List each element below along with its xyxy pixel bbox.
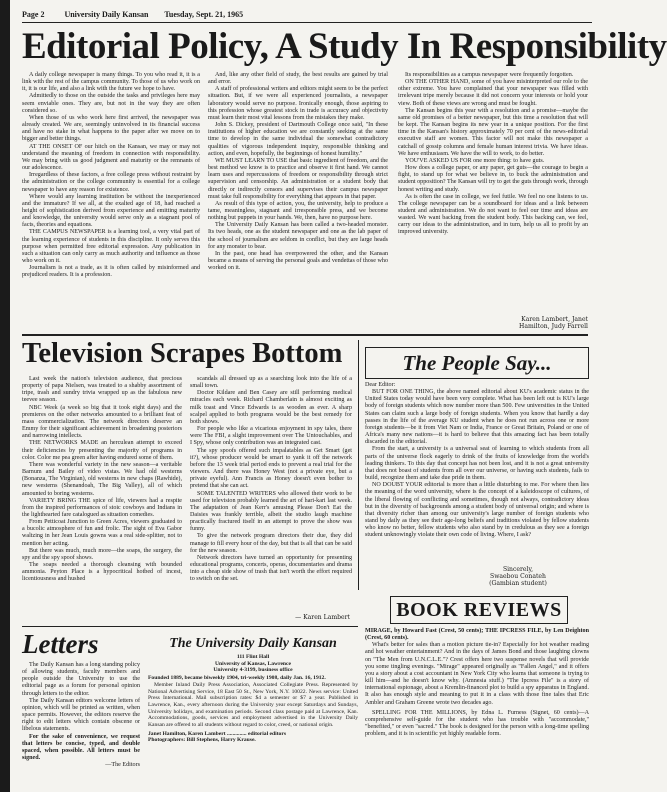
editorial-paragraph: The University Daily Kansan has been called a two-headed monster. Its two heads, one as the student newspaper and one as the lab paper of the school of journalism are seldom in conflict, but they are large heads for any monster to bear.	[208, 222, 388, 250]
people-say-letter	[365, 382, 589, 539]
tv-paragraph: To give the network program directors their due, they did manage to fill every hour of the day, but that is all that can be said for the new season.	[190, 533, 352, 554]
editorial-paragraph: Where would any learning institution be without the inexperienced and the immature? If we all, at the exalted age of 18, had reached a height of sophistication derived from experience and emitting maturity and knowledge, the university would serve only as a stagnant pool of facts, theories and equations.	[22, 193, 200, 229]
salutation: Dear Editor:	[365, 382, 396, 388]
review-paragraph: SPELLING FOR THE MILLIONS, by Edna L. Furness (Signet, 60 cents)—A comprehensive self-guide for the student who has trouble with "accommodate," "benefited," or even "sacred." The book is designed for the person with a long-time spelling problem, and it is in scientific yet highly readable form.	[365, 709, 589, 738]
television-headline: Television Scrapes Bottom	[22, 338, 343, 369]
people-say-signoff	[470, 566, 566, 587]
editorial-paragraph: THE CAMPUS NEWSPAPER is a learning tool, a very vital part of the learning experience of students in this discipline. It only serves this purpose when permitted free editorial expression. Any publication in such a situation can only carry as much authority and influence as those who work on it.	[22, 229, 200, 265]
masthead-details	[148, 654, 358, 744]
masthead-editors: Janet Hamilton, Karen Lambert .............. editorial editors	[148, 730, 287, 737]
editorial-paragraph: YOU'VE ASKED US FOR one more thing: to have guts.	[405, 157, 545, 164]
letters-paragraph: The Daily Kansan has a long standing policy of allowing students, faculty members and people outside the University to use the editorial page as a forum for personal opinion through letters to the editor.	[22, 662, 140, 697]
letter-paragraph: NO DOUBT YOUR editorial is more than a little disturbing to me. For where then lies the meaning of the word university, where is the concept of a kaleidoscope of cultures, of the liberal flowing of conflicting and sometimes, though not always, contradictory ideas but in the diversity of backgrounds among a student body of universal origin; and where is that diversity richer than among our university's large number of foreign students who stand by daily as they see their age-long beliefs and traditions violated by fellow students who know no better, fellow students who also stand by in credulous as they see a foreign student unknowingly violate their own code of living. Where, I ask?	[365, 482, 589, 539]
masthead-address: 111 Flint Hall	[236, 654, 270, 660]
page-fold-shadow	[0, 0, 10, 792]
masthead-body: Member Inland Daily Press Association, Associated Collegiate Press. Represented by National Advertising Service, 18 East 50 St., New York, N.Y. 10022. News service: United Press International. Mail subscription rates: $4 a semester or $7 a year. Published in Lawrence, Kan., every afternoon during the University year except Saturdays and Sundays, University holidays, and examination periods. Second class postage paid at Lawrence, Kan. Accommodations, goods, services and employment advertised in the University Daily Kansan are offered to all students without regard to color, creed, or national origin.	[148, 681, 358, 729]
section-rule	[22, 626, 358, 627]
editorial-column-1	[22, 72, 200, 326]
editorial-column-2	[208, 72, 388, 326]
editorial-paragraph: ON THE OTHER HAND, some of you have misinterpreted our role to the other extreme. You have complained that your newspaper was filled with irrelevant tripe merely because it did not concern your interests or hold your view. Both of these views are wrong and must be fought.	[398, 79, 588, 107]
paper-name: University Daily Kansan	[64, 10, 149, 19]
tv-paragraph: THE NETWORKS MADE an herculean attempt to exceed their deficiencies by presenting the majority of programs in color. Color me pea green after having endured some of them.	[22, 440, 182, 461]
editorial-column-3	[398, 72, 588, 316]
signature-line: Karen Lambert, Janet	[521, 316, 588, 323]
signer-name: Swaebou Conateh	[490, 573, 546, 581]
tv-paragraph: scandals all dressed up as a searching look into the life of a small town.	[190, 376, 352, 390]
review-paragraph: MIRAGE, by Howard Fast (Crest, 50 cents); THE IPCRESS FILE, by Len Deighton (Crest, 60 cents).	[365, 628, 589, 642]
tv-paragraph: There was wonderful variety in the new season—a veritable Barnum and Bailey of video vistas. We had old westerns (Bonanza, The Virginian), old westerns in new chaps (Rawhide), new westerns (Shenandoah, The Big Valley), all of which amounted to boring westerns.	[22, 461, 182, 497]
header-rule	[22, 22, 592, 23]
masthead-city: University of Kansas, Lawrence	[214, 660, 292, 667]
page-number: Page 2	[22, 10, 45, 19]
section-rule	[22, 334, 588, 336]
masthead-photographers: Photographers: Bill Stephens, Harry Krause.	[148, 737, 256, 744]
editorial-paragraph: A staff of professional writers and editors might seem to be the perfect situation. But, if we were all experienced journalists, a newspaper laboratory would serve no purpose. Ironically enough, those aspiring to this profession whose greatest stock in trade is accuracy and objectivity must learn their most vital lessons from the mistakes they make.	[208, 86, 388, 121]
editorial-paragraph: A daily college newspaper is many things. To you who read it, it is a link with the rest of the campus community. To those of us who work on it, it is our life, and also a link with the future we hope to have.	[22, 72, 200, 93]
editorial-paragraph: Admittedly to those on the outside the tasks and privileges here may seem enviable ones. They are, but not in the way they are often considered so.	[22, 93, 200, 114]
review-paragraph: What's better for sales than a motion picture tie-in? Especially for hot weather reading and hot weather entertainment? And in the days of James Bond and those laughing clowns on "The Men from U.N.C.L.E."? Crest offers here two suspense novels that will provide you some tingling evenings. "Mirage" appeared originally as "Fallen Angel," and it offers you a story about a cost accountant in New York City who learns that someone is trying to kill him—and he doesn't know why. (Amnesia stuff.) "The Ipcress File" is a story of international espionage, about a Kremlin-financed plot to build a spy apparatus in England. It also has enough style and meaning to put it in a class with those fine tales that Eric Ambler and Graham Greene wrote two decades ago.	[365, 642, 589, 706]
people-say-banner	[365, 347, 589, 379]
page-header	[22, 10, 243, 19]
letters-title: Letters	[22, 629, 99, 659]
editorial-paragraph: WE MUST LEARN TO USE that basic ingredient of freedom, and the best method we know is to practice and observe it first hand. We cannot learn uses and repercussions of freedom or responsibility through strict supervision and censorship. An administration or a student body that directly or indirectly censors and supervises their campus newspaper must take full responsibility for everything that appears in that paper.	[208, 157, 388, 200]
editorial-paragraph: In the past, one head has overpowered the other, and the Kansan became a means of serving the personal goals and vendettas of those who worked on it.	[208, 250, 388, 272]
signature-line: Hamilton, Judy Farrell	[519, 323, 588, 331]
editorial-paragraph: John S. Dickey, president of Dartmouth College once said, "In these institutions of higher education we are constantly seeking at the same time to develop in the same individual the somewhat contradictory qualities of vigorous independent inquiry, responsible thinking and action, and even, hopefully, the beginnings of honest humility."	[208, 122, 388, 157]
editorial-paragraph: And, like any other field of study, the best results are gained by trial and error.	[208, 72, 388, 86]
editorial-paragraph: AT THE ONSET OF our hitch on the Kansan, we may or may not understand the meaning of freedom in connection with responsibility. We may bring with us good judgment and maturity or the remnants of our adolescence.	[22, 143, 200, 172]
column-rule	[358, 340, 359, 590]
tv-paragraph: Network directors have turned an opportunity for presenting educational programs, concerts, operas, documentaries and drama into a cheap side show of trash that isn't worth the effort required to switch on the set.	[190, 554, 352, 583]
tv-paragraph: SOME TALENTED WRITERS who allowed their work to be used for television probably learned the art of hari-kari last week. The adaptation of Jean Kerr's amusing Please Don't Eat the Daisies was frankly terrible, albeit the studio laugh machine practically fractured itself in an attempt to prove the show was funny.	[190, 490, 352, 533]
masthead-title: The University Daily Kansan	[169, 636, 337, 651]
television-column-1	[22, 376, 182, 624]
tv-paragraph: VARIETY BRING THE spice of life, viewers had a respite from the inspired performances of stoic cowboys and Indians in the lighthearted fare catalogued as situation comedies.	[22, 497, 182, 518]
letter-paragraph: BUT FOR ONE THING, the above named editorial about KU's academic status in the United States today would have been very complete. What has been left out is KU's large body of foreign students which now number more than 500. Few universities in the United States can claim such a large body of foreign students. When you know that hardly a day passes in the life of the average KU student when he does not run across one or more foreign students—be it from Viet Nam or India, France or Great Britain, Poland or one of Africa's many new nations—it is hard to believe that this amazing fact has been totally discarded in the editorial.	[365, 389, 589, 446]
masthead-founded: Founded 1889, became biweekly 1904, tri-weekly 1908, daily Jan. 16, 1912.	[148, 675, 326, 682]
editorial-paragraph: How does a college paper, or any paper, get guts—the courage to begin a fight, to stand up for what we believe in, to buck the administration and student opposition? The Kansan will try to get the guts through work, through honest writing and study.	[398, 165, 588, 193]
editorial-paragraph: As result of this type of action, you, the university, help to produce a tame, meaningless, stagnant and irresponsible press, and we become nothing but puppets in your hands. We, then, have no purpose here.	[208, 200, 388, 222]
editorial-paragraph: Irregardless of these factors, a free college press without restraint by the administration or the college community is essential for a college newspaper to have any reason for existence.	[22, 172, 200, 193]
issue-date: Tuesday, Sept. 21, 1965	[164, 10, 244, 19]
masthead-phone: University 4-3199, business office	[213, 667, 293, 674]
signer-affiliation: (Gambian student)	[489, 580, 547, 588]
people-say-title: The People Say...	[402, 351, 552, 375]
editorial-paragraph: Journalism is not a trade, as it is often called by misinformed and prejudiced readers. It is a profession.	[22, 265, 200, 279]
tv-paragraph: The spy spoofs offered such impalatables as Get Smart (get it?), whose producer would be smart to yank it off the network before the 13 week trial period ends to prevent a real trial for the viewers. And there was Honey West (not a private eye, but a private eyeful). Ann Francis as Honey doesn't even bother to pretend that she can act.	[190, 447, 352, 490]
editorial-signature	[470, 316, 588, 330]
book-reviews-banner	[390, 596, 568, 624]
tv-paragraph: NBC Week (a week so big that it took eight days) and the premieres on the other networks amounted to a brilliant feat of mass commercialization. The network directors deserve an Emmy for their significant achievement in broadening posteriors and narrowing intellects.	[22, 404, 182, 440]
tv-paragraph: But there was much, much more—the soaps, the surgery, the spy and the spy spoof shows.	[22, 547, 182, 561]
book-reviews-title: BOOK REVIEWS	[396, 599, 562, 621]
tv-paragraph: Last week the nation's television audience, that precious property of papa Nielsen, was treated to a shabby assortment of tripe, trash and sundry trivia wrapped up as the fabulous new teevee season.	[22, 376, 182, 404]
letters-paragraph: For the sake of convenience, we request that letters be concise, typed, and double spaced, when possible. All letters must be signed.	[22, 733, 140, 762]
editorial-paragraph: When those of us who work here first arrived, the newspaper was already created. We are, seemingly uninvolved in its financial success and have no stake in what happens to the paper after we move on to bigger and better things.	[22, 114, 200, 143]
editorial-paragraph: Its responsibilities as a campus newspaper were frequently forgotten.	[405, 72, 574, 78]
tv-paragraph: Doctor Kildare and Ben Casey are still performing medical miracles each week. Richard Chamberlain is almost exciting as milk toast and Vince Edwards is as wooden as ever. A sharp scalpel applied to both programs would be the best remedy for both shows.	[190, 390, 352, 425]
tv-paragraph: From Petticoat Junction to Green Acres, viewers graduated to a bucolic atmosphere of fun and frolic. The sight of Eva Gabor waltzing in her Jean Louis gowns was a real side-splitter, not to mention her acting.	[22, 519, 182, 547]
closing: Sincerely,	[502, 566, 534, 573]
editorial-paragraph: As is often the case in college, we feel futile. We feel no one listens to us. The college newspaper can be a soundboard for ideas and a link between student and administration. We do not want to feel our time and ideas are wasted. We want backing from the student body. This backing can, we feel, carry our ideas to the administration, and in turn, help us all to profit by an improved university.	[398, 193, 588, 236]
masthead	[148, 636, 358, 652]
book-reviews-body	[365, 628, 589, 790]
letters-policy	[22, 662, 140, 786]
television-signature: — Karen Lambert	[295, 614, 350, 621]
tv-paragraph: The soaps needed a thorough cleansing with bounded ammonia. Peyton Place is a hypocritical hotbed of incest, licentiousness and hushed	[22, 562, 182, 583]
letters-paragraph: The Daily Kansan editors welcome letters of opinion, which will be printed as written, when space permits. However, the editors reserve the right to edit letters which contain obscene or libelous statements.	[22, 697, 140, 733]
tv-paragraph: For people who like a vicarious enjoyment in spy tales, there were The FBI, a slight improvement over The Untouchables, and I Spy, whose only contribution was an integrated cast.	[190, 426, 352, 447]
editorial-headline: Editorial Policy, A Study In Responsibility	[22, 26, 667, 67]
letters-signature: —The Editors	[105, 762, 140, 769]
editorial-paragraph: The Kansan begins this year with a resolution and a promise—maybe the same old promises of a better newspaper, but this time a resolution that will be kept. The Kansan begins its new year in a unique position. For the first time in the Kansan's history approximately 70 per cent of the news-editorial executive staff are women. This factor will not make this newspaper a catchall of gossip columns and female human interest trivia. We have ideas. We have enthusiasm. We have the will to work, to do better.	[398, 107, 588, 157]
television-column-2	[190, 376, 352, 612]
letter-paragraph: From the start, a university is a universal seat of learning to which students from all parts of the universe flock eagerly to drink of the fruits of knowledge from the world's leading thinkers. To this day that concept has not been lost, and it is not a great university that does not boast of students from all over our universe, or having such students, fails to build, recognize them and take due pride in them.	[365, 446, 589, 482]
